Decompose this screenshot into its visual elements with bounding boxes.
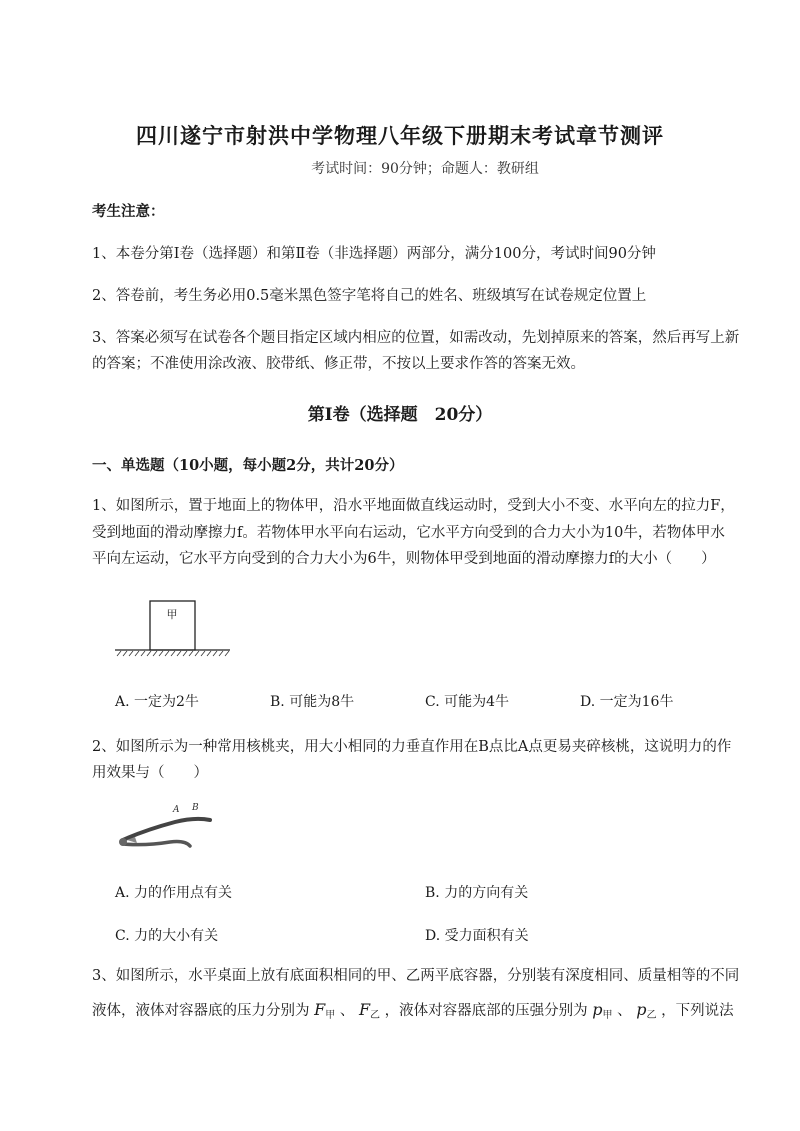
q3-sep-2: 、 xyxy=(617,1003,632,1019)
nutcracker-hinge xyxy=(119,838,127,846)
force-yi: $F_乙$ xyxy=(358,1000,381,1021)
q3-text-c: ，下列说法 xyxy=(661,1003,734,1019)
nutcracker-upper-arm xyxy=(123,819,210,840)
notice-heading: 考生注意： xyxy=(92,203,165,220)
q3-sep-1: 、 xyxy=(339,1003,355,1019)
label-b: B xyxy=(192,803,199,813)
q2-line-2: 用效果与（ ） xyxy=(92,765,208,781)
q1-line-3: 平向左运动，它水平方向受到的合力大小为6牛，则物体甲受到地面的滑动摩擦力f的大小（ ） xyxy=(92,551,716,567)
notice-item-3-cont: 的答案；不准使用涂改液、胶带纸、修正带，不按以上要求作答的答案无效。 xyxy=(92,356,585,372)
q1-option-a[interactable]: A. 一定为2牛 xyxy=(115,694,199,710)
exam-title: 四川遂宁市射洪中学物理八年级下册期末考试章节测评 xyxy=(136,123,664,148)
q2-line-1: 2、如图所示为一种常用核桃夹，用大小相同的力垂直作用在B点比A点更易夹碎核桃，这说明力的作 xyxy=(92,739,732,755)
q2-option-d[interactable]: D. 受力面积有关 xyxy=(425,928,529,944)
q3-line-1: 3、如图所示，水平桌面上放有底面积相同的甲、乙两平底容器，分别装有深度相同、质量相等的不同 xyxy=(92,968,740,984)
notice-item-3: 3、答案必须写在试卷各个题目指定区域内相应的位置，如需改动，先划掉原来的答案，然后再写上新 xyxy=(92,330,740,346)
part-heading: 一、单选题（10小题，每小题2分，共计20分） xyxy=(92,457,404,474)
pressure-jia: $p_甲$ xyxy=(592,1000,613,1021)
q1-line-1: 1、如图所示，置于地面上的物体甲，沿水平地面做直线运动时，受到大小不变、水平向左的拉力F， xyxy=(92,498,735,514)
q2-option-c[interactable]: C. 力的大小有关 xyxy=(115,928,219,944)
ground-hatch xyxy=(117,651,229,656)
exam-subtitle: 考试时间：90分钟；命题人：教研组 xyxy=(311,161,539,177)
q1-option-b[interactable]: B. 可能为8牛 xyxy=(270,694,355,710)
q1-figure-block-on-ground xyxy=(115,598,235,660)
nutcracker-lower-arm xyxy=(123,842,190,847)
force-jia: $F_甲$ xyxy=(314,1000,336,1021)
q3-text-a: 液体，液体对容器底的压力分别为 xyxy=(92,1003,310,1019)
notice-item-1: 1、本卷分第I卷（选择题）和第Ⅱ卷（非选择题）两部分，满分100分，考试时间90分钟 xyxy=(92,246,656,262)
q2-figure-nutcracker xyxy=(115,800,225,860)
q1-option-c[interactable]: C. 可能为4牛 xyxy=(425,694,510,710)
q3-line-2 xyxy=(92,996,752,1029)
section-title: 第I卷（选择题 20分） xyxy=(307,405,493,425)
q2-option-a[interactable]: A. 力的作用点有关 xyxy=(115,885,233,901)
q2-option-b[interactable]: B. 力的方向有关 xyxy=(425,885,529,901)
q3-text-b: ，液体对容器底部的压强分别为 xyxy=(384,1003,588,1019)
label-a: A xyxy=(173,805,180,815)
pressure-yi: $p_乙$ xyxy=(636,1000,657,1021)
block-label: 甲 xyxy=(166,608,178,621)
q1-line-2: 受到地面的滑动摩擦力f。若物体甲水平向右运动，它水平方向受到的合力大小为10牛，若物体甲水 xyxy=(92,525,725,541)
notice-item-2: 2、答卷前，考生务必用0.5毫米黑色签字笔将自己的姓名、班级填写在试卷规定位置上 xyxy=(92,288,647,304)
q1-option-d[interactable]: D. 一定为16牛 xyxy=(580,694,674,710)
